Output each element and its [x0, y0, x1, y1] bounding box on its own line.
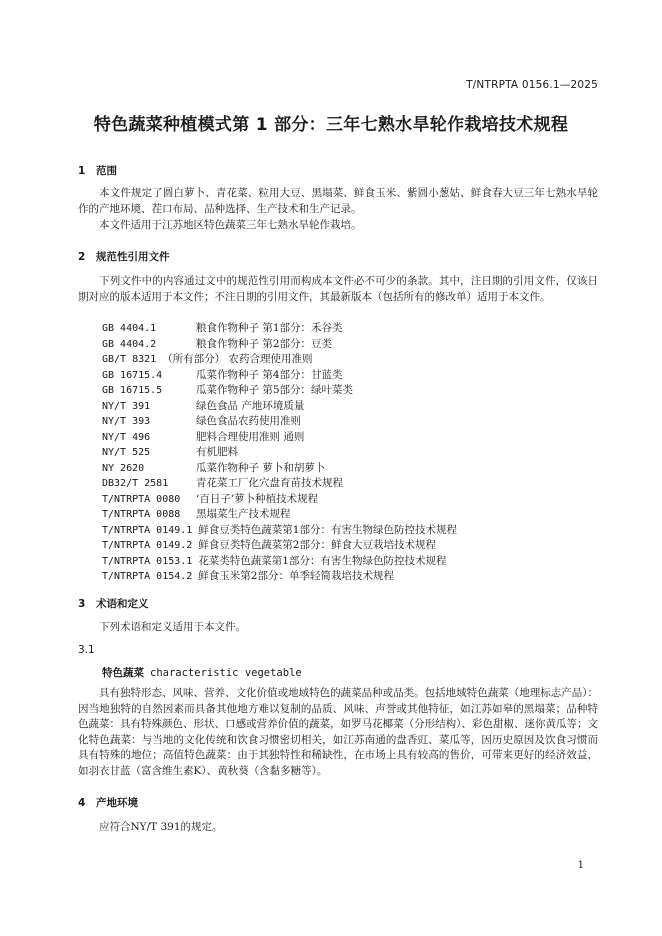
scope-paragraph-1: 本文件规定了圆白萝卜、青花菜、粒用大豆、黑塌菜、鲜食玉米、紫圆小葱姑、鲜食春大豆三年七熟水旱轮作的产地环境、茬口布局、品种选择、生产技术和生产记录。: [78, 187, 598, 215]
section-heading-scope: [78, 163, 117, 178]
reference-item: GB 4404.2 粮食作物种子 第2部分：豆类: [102, 337, 333, 350]
document-title: 特色蔬菜种植模式第 1 部分：三年七熟水旱轮作栽培技术规程: [93, 115, 569, 135]
term-english: characteristic vegetable: [150, 667, 302, 679]
term-chinese: 特色蔬菜: [102, 667, 144, 679]
environment-paragraph: 应符合NY/T 391的规定。: [99, 821, 223, 833]
page-number: 1: [577, 860, 584, 871]
term-entry-number: 3.1: [78, 644, 95, 656]
reference-item: NY/T 525 有机肥料: [102, 446, 238, 458]
reference-item: T/NTRPTA 0149.1 鲜食豆类特色蔬菜第1部分：有害生物绿色防控技术规程: [102, 523, 457, 536]
section-number: 4: [78, 797, 86, 809]
reference-item: GB/T 8321 （所有部分） 农药合理使用准则: [102, 353, 313, 365]
section-title: 范围: [96, 165, 117, 177]
section-heading-terms: [78, 596, 149, 611]
term-definition: 具有独特形态、风味、营养、文化价值或地域特色的蔬菜品种或品类。包括地域特色蔬菜（地理标志产品）：因当地独特的自然因素而具备其他地方难以复制的品质、风味、声誉或其他特征，如江苏如皋的黑塌菜；品种特色蔬菜：具有特殊颜色、形状、口感或营养价值的蔬菜，如罗马花椰菜（分形结构）、彩色甜椒、迷你黄瓜等；文化特色蔬菜：与当地的文化传统和饮食习惯密切相关，如江苏南通的盘香豇、菜瓜等，因历史原因及饮食习惯而具有特殊的地位；高值特色蔬菜：由于其独特性和稀缺性，在市场上具有较高的售价，可带来更好的经济效益，如羽衣甘蓝（富含维生素K）、黄秋葵（含黏多糖等）。: [78, 687, 598, 777]
section-title: 产地环境: [96, 797, 138, 809]
section-heading-environment: [78, 795, 138, 810]
reference-item: T/NTRPTA 0080 ‘百日子’萝卜种植技术规程: [102, 492, 319, 505]
section-number: 2: [78, 251, 86, 263]
scope-paragraph-2: 本文件适用于江苏地区特色蔬菜三年七熟水旱轮作栽培。: [99, 219, 362, 231]
reference-item: NY/T 496 肥料合理使用准则 通则: [102, 430, 305, 443]
section-number: 3: [78, 598, 86, 610]
reference-item: T/NTRPTA 0088 黑塌菜生产技术规程: [102, 508, 291, 520]
normative-intro: 下列文件中的内容通过文中的规范性引用而构成本文件必不可少的条款。其中，注日期的引用文件，仅该日期对应的版本适用于本文件；不注日期的引用文件，其最新版本（包括所有的修改单）适用于本文件。: [78, 275, 598, 303]
reference-list: [102, 321, 602, 585]
reference-item: NY/T 393 绿色食品农药使用准则: [102, 415, 301, 427]
reference-item: NY 2620 瓜菜作物种子 萝卜和胡萝卜: [102, 461, 326, 474]
reference-item: T/NTRPTA 0154.2 鲜食玉米第2部分：单季轻简栽培技术规程: [102, 570, 394, 582]
reference-item: GB 4404.1 粮食作物种子 第1部分：禾谷类: [102, 322, 343, 334]
reference-item: GB 16715.5 瓜菜作物种子 第5部分：绿叶菜类: [102, 384, 354, 396]
reference-item: NY/T 391 绿色食品 产地环境质量: [102, 399, 305, 412]
section-number: 1: [78, 165, 86, 177]
reference-item: DB32/T 2581 青花菜工厂化穴盘育苗技术规程: [102, 477, 343, 489]
section-heading-normative: [78, 249, 170, 264]
term-heading: [102, 665, 302, 680]
reference-item: T/NTRPTA 0149.2 鲜食豆类特色蔬菜第2部分：鲜食大豆栽培技术规程: [102, 539, 436, 551]
reference-item: GB 16715.4 瓜菜作物种子 第4部分：甘蓝类: [102, 368, 343, 381]
section-title: 术语和定义: [96, 598, 149, 610]
standard-code: T/NTRPTA 0156.1—2025: [466, 79, 598, 91]
reference-item: T/NTRPTA 0153.1 花菜类特色蔬菜第1部分：有害生物绿色防控技术规程: [102, 554, 447, 567]
section-title: 规范性引用文件: [96, 251, 170, 263]
terms-intro: 下列术语和定义适用于本文件。: [99, 621, 246, 633]
